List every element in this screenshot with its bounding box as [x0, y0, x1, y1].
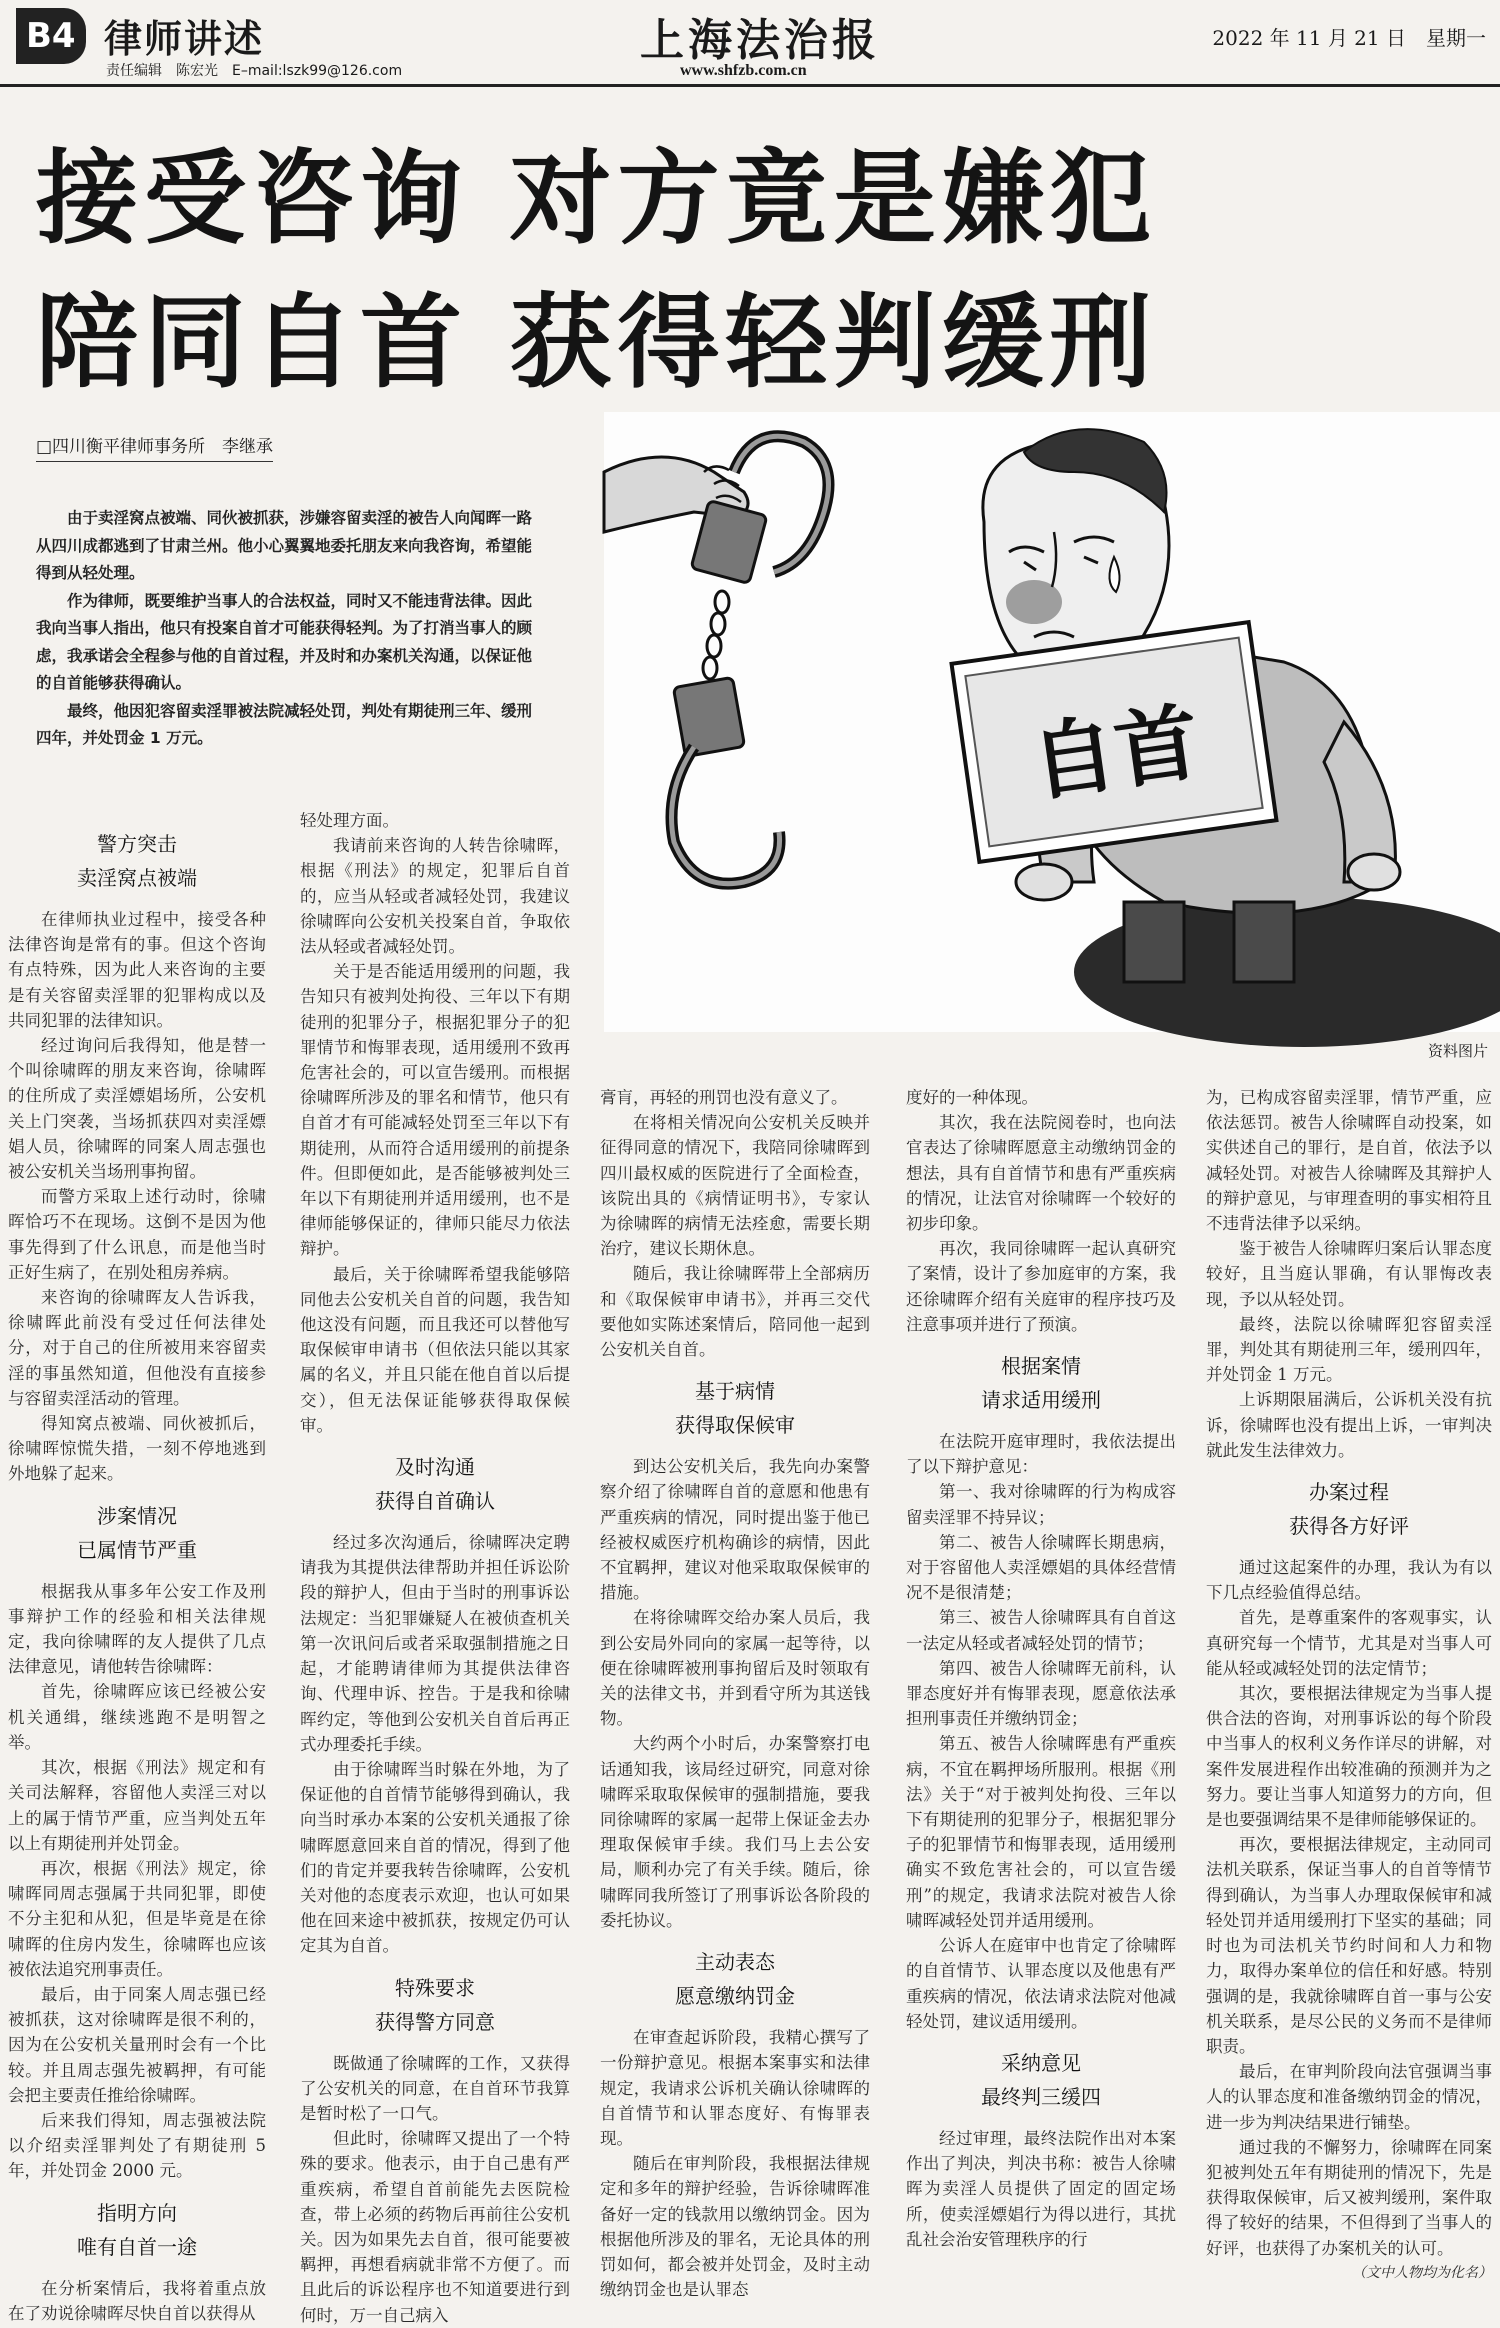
subheading: 办案过程 获得各方好评 [1289, 1480, 1409, 1539]
body-paragraph: 后来我们得知，周志强被法院以介绍卖淫罪判处了有期徒刑 5 年，并处罚金 2000 元。 [8, 2110, 266, 2181]
byline: □四川衡平律师事务所 李继承 [36, 432, 273, 462]
body-paragraph: 再次，我同徐啸晖一起认真研究了案情，设计了参加庭审的方案，我还徐啸晖介绍有关庭审的程序技巧及注意事项并进行了预演。 [906, 1239, 1176, 1334]
body-paragraph: 第二、被告人徐啸晖长期患病，对于容留他人卖淫嫖娼的具体经营情况不是很清楚； [906, 1532, 1176, 1603]
subheading: 主动表态 愿意缴纳罚金 [675, 1950, 795, 2009]
body-paragraph: 公诉人在庭审中也肯定了徐啸晖的自首情节、认罪态度以及他患有严重疾病的情况，依法请求法院对他减轻处罚，建议适用缓刑。 [906, 1936, 1176, 2031]
body-paragraph: 第五、被告人徐啸晖患有严重疾病，不宜在羁押场所服刑。根据《刑法》关于“对于被判处拘役、三年以下有期徒刑的犯罪分子，根据犯罪分子的犯罪情节和悔罪表现，适用缓刑确实不致危害社会的，可以宣告缓刑”的规定，我请求法院对被告人徐啸晖减轻处罚并适用缓刑。 [906, 1734, 1176, 1930]
body-paragraph: 在将徐啸晖交给办案人员后，我到公安局外同向的家属一起等待，以便在徐啸晖被刑事拘留后及时领取有关的法律文书，并到看守所为其送钱物。 [600, 1608, 870, 1729]
body-paragraph: 通过这起案件的办理，我认为有以下几点经验值得总结。 [1206, 1558, 1492, 1603]
body-paragraph: 来咨询的徐啸晖友人告诉我，徐啸晖此前没有受过任何法律处分，对于自己的住所被用来容留卖淫的事虽然知道，但他没有直接参与容留卖淫活动的管理。 [8, 1288, 266, 1408]
lead-paragraph: 由于卖淫窝点被端、同伙被抓获，涉嫌容留卖淫的被告人向闻晖一路从四川成都逃到了甘肃兰州。他小心翼翼地委托朋友来向我咨询，希望能得到从轻处理。 [36, 509, 533, 582]
body-paragraph: 在将相关情况向公安机关反映并征得同意的情况下，我陪同徐啸晖到四川最权威的医院进行了全面检查，该院出具的《病情证明书》，专家认为徐啸晖的病情无法痊愈，需要长期治疗，建议长期休息。 [600, 1113, 870, 1259]
subheading: 基于病情 获得取保候审 [675, 1379, 795, 1438]
continued-paragraph: 度好的一种体现。 [906, 1088, 1038, 1107]
body-paragraph: 其次，我在法院阅卷时，也向法官表达了徐啸晖愿意主动缴纳罚金的想法，具有自首情节和患有严重疾病的情况，让法官对徐啸晖一个较好的初步印象。 [906, 1113, 1176, 1234]
body-paragraph: 其次，根据《刑法》规定和有关司法解释，容留他人卖淫三对以上的属于情节严重，应当判处五年以上有期徒刑并处罚金。 [8, 1758, 266, 1853]
body-paragraph: 最后，在审判阶段向法官强调当事人的认罪态度和准备缴纳罚金的情况，进一步为判决结果进行铺垫。 [1206, 2062, 1492, 2132]
newspaper-url: www.shfzb.com.cn [680, 62, 807, 79]
body-paragraph: 但此时，徐啸晖又提出了一个特殊的要求。他表示，由于自己患有严重疾病，希望自首前能先去医院检查，带上必须的药物后再前往公安机关。因为如果先去自首，很可能要被羁押，再想看病就非常不方便了。而且此后的诉讼程序也不知道要进行到何时，万一自己病入 [300, 2129, 570, 2325]
body-paragraph: 由于徐啸晖当时躲在外地，为了保证他的自首情节能够得到确认，我向当时承办本案的公安机关通报了徐啸晖愿意回来自首的情况，得到了他们的肯定并要我转告徐啸晖，公安机关对他的态度表示欢迎，也认可如果他在回来途中被抓获，按规定仍可认定其为自首。 [300, 1759, 570, 1956]
body-paragraph: 随后，我让徐啸晖带上全部病历和《取保候审申请书》，并再三交代要他如实陈述案情后，陪同他一起到公安机关自首。 [600, 1264, 870, 1360]
continued-paragraph: 膏肓，再轻的刑罚也没有意义了。 [600, 1088, 848, 1107]
body-paragraph: 第三、被告人徐啸晖具有自首这一法定从轻或者减轻处罚的情节； [906, 1608, 1176, 1653]
body-paragraph: 关于是否能适用缓刑的问题，我告知只有被判处拘役、三年以下有期徒刑的犯罪分子，根据犯罪分子的犯罪情节和悔罪表现，适用缓刑不致再危害社会的，可以宣告缓刑。而根据徐啸晖所涉及的罪名和情节，他只有自首才有可能减轻处罚至三年以下有期徒刑，从而符合适用缓刑的前提条件。但即便如此，是否能够被判处三年以下有期徒刑并适用缓刑，也不是律师能够保证的，律师只能尽力依法辩护。 [300, 962, 570, 1259]
body-paragraph: 而警方采取上述行动时，徐啸晖恰巧不在现场。这倒不是因为他事先得到了什么讯息，而是他当时正好生病了，在别处租房养病。 [8, 1187, 266, 1282]
body-paragraph: 在律师执业过程中，接受各种法律咨询是常有的事。但这个咨询有点特殊，因为此人来咨询的主要是有关容留卖淫罪的犯罪构成以及共同犯罪的法律知识。 [8, 910, 266, 1030]
lead-paragraphs [36, 505, 536, 753]
editor-line: 责任编辑 陈宏光 E–mail:lszk99@126.com [106, 63, 403, 79]
section-title: 律师讲述 [104, 17, 265, 61]
sign-text: 自首 [1025, 692, 1206, 814]
subheading: 根据案情 请求适用缓刑 [981, 1354, 1101, 1413]
illustration-caption: 资料图片 [1427, 1042, 1488, 1060]
body-paragraph: 根据我从事多年公安工作及刑事辩护工作的经验和相关法律规定，我向徐啸晖的友人提供了几点法律意见，请他转告徐啸晖： [8, 1581, 266, 1677]
subheading: 警方突击 卖淫窝点被端 [77, 832, 197, 890]
body-paragraph: 我请前来咨询的人转告徐啸晖，根据《刑法》的规定，犯罪后自首的，应当从轻或者减轻处罚，我建议徐啸晖向公安机关投案自首，争取依法从轻或者减轻处罚。 [300, 836, 570, 957]
body-paragraph: 到达公安机关后，我先向办案警察介绍了徐啸晖自首的意愿和他患有严重疾病的情况，同时提出鉴于他已经被权威医疗机构确诊的病情，因此不宜羁押，建议对他采取取保候审的措施。 [600, 1457, 870, 1603]
headline-line-2: 陪同自首 获得轻判缓刑 [36, 284, 1158, 403]
subheading: 涉案情况 已属情节严重 [77, 1503, 197, 1562]
subheading: 采纳意见 最终判三缓四 [981, 2050, 1101, 2109]
body-paragraph: 通过我的不懈努力，徐啸晖在同案犯被判处五年有期徒刑的情况下，先是获得取保候审，后又被判缓刑，案件取得了较好的结果，不但得到了当事人的好评，也获得了办案机关的认可。 [1206, 2137, 1492, 2258]
illustration [604, 412, 1500, 1032]
issue-date: 2022 年 11 月 21 日 星期一 [1212, 26, 1486, 50]
newspaper-logo: 上海法治报 [640, 15, 880, 66]
headline-line-1: 接受咨询 对方竟是嫌犯 [36, 140, 1158, 259]
article-column-5 [1206, 1085, 1492, 2286]
article-column-4 [906, 1085, 1176, 2252]
body-paragraph: 大约两个小时后，办案警察打电话通知我，该局经过研究，同意对徐啸晖采取取保候审的强制措施，要我同徐啸晖的家属一起带上保证金去办理取保候审手续。我们马上去公安局，顺利办完了有关手续。随后，徐啸晖同我所签订了刑事诉讼各阶段的委托协议。 [600, 1734, 870, 1930]
body-paragraph: 首先，是尊重案件的客观事实，认真研究每一个情节，尤其是对当事人可能从轻或减轻处罚的法定情节； [1206, 1608, 1492, 1678]
handcuffs-and-man-illustration [604, 412, 1500, 1032]
page-number-tab: B4 [16, 8, 86, 64]
subheading: 指明方向 唯有自首一途 [77, 2200, 197, 2259]
continued-paragraph: 轻处理方面。 [300, 811, 399, 830]
subheading: 特殊要求 获得警方同意 [375, 1975, 495, 2034]
continued-paragraph: 为，已构成容留卖淫罪，情节严重，应依法惩罚。被告人徐啸晖自动投案，如实供述自己的罪行，是自首，依法予以减轻处罚。对被告人徐啸晖及其辩护人的辩护意见，与审理查明的事实相符且不违背法律予以采纳。 [1206, 1088, 1492, 1234]
body-paragraph: 其次，要根据法律规定为当事人提供合法的咨询，对刑事诉讼的每个阶段中当事人的权利义务作详尽的讲解，对案件发展进程作出较准确的预测并为之努力。要让当事人知道努力的方向，但是也要强调结果不是律师能够保证的。 [1206, 1684, 1492, 1830]
body-paragraph: 经过多次沟通后，徐啸晖决定聘请我为其提供法律帮助并担任诉讼阶段的辩护人，但由于当时的刑事诉讼法规定：当犯罪嫌疑人在被侦查机关第一次讯问后或者采取强制措施之日起，才能聘请律师为其提供法律咨询、代理申诉、控告。于是我和徐啸晖约定，等他到公安机关自首后再正式办理委托手续。 [300, 1533, 570, 1754]
body-paragraph: 在法院开庭审理时，我依法提出了以下辩护意见： [906, 1432, 1176, 1477]
masthead-divider [0, 84, 1500, 87]
body-paragraph: 在审查起诉阶段，我精心撰写了一份辩护意见。根据本案事实和法律规定，我请求公诉机关确认徐啸晖的自首情节和认罪态度好、有悔罪表现。 [600, 2028, 870, 2148]
body-paragraph: 最后，由于同案人周志强已经被抓获，这对徐啸晖是很不利的，因为在公安机关量刑时会有一个比较。并且周志强先被羁押，有可能会把主要责任推给徐啸晖。 [8, 1984, 266, 2105]
article-column-1 [8, 815, 266, 2326]
article-column-2 [300, 808, 570, 2328]
body-paragraph: 最终，法院以徐啸晖犯容留卖淫罪，判处其有期徒刑三年，缓刑四年，并处罚金 1 万元。 [1206, 1314, 1492, 1385]
author-note: （文中人物均为化名） [1352, 2264, 1492, 2281]
body-paragraph: 在分析案情后，我将着重点放在了劝说徐啸晖尽快自首以获得从 [8, 2278, 266, 2323]
article-column-3 [600, 1085, 870, 2302]
subheading: 及时沟通 获得自首确认 [375, 1455, 495, 1514]
body-paragraph: 上诉期限届满后，公诉机关没有抗诉，徐啸晖也没有提出上诉，一审判决就此发生法律效力。 [1206, 1390, 1492, 1460]
lead-paragraph: 最终，他因犯容留卖淫罪被法院减轻处罚，判处有期徒刑三年、缓刑四年，并处罚金 1 万元。 [36, 701, 533, 747]
body-paragraph: 鉴于被告人徐啸晖归案后认罪态度较好，且当庭认罪确，有认罪悔改表现，予以从轻处罚。 [1206, 1239, 1492, 1309]
body-paragraph: 首先，徐啸晖应该已经被公安机关通缉，继续逃跑不是明智之举。 [8, 1682, 266, 1752]
body-paragraph: 再次，根据《刑法》规定，徐啸晖同周志强属于共同犯罪，即使不分主犯和从犯，但是毕竟是在徐啸晖的住房内发生，徐啸晖也应该被依法追究刑事责任。 [8, 1858, 266, 1979]
masthead [0, 0, 1500, 88]
body-paragraph: 得知窝点被端、同伙被抓后，徐啸晖惊慌失措，一刻不停地逃到外地躲了起来。 [8, 1414, 266, 1484]
body-paragraph: 第四、被告人徐啸晖无前科，认罪态度好并有悔罪表现，愿意依法承担刑事责任并缴纳罚金； [906, 1658, 1176, 1729]
body-paragraph: 再次，要根据法律规定，主动同司法机关联系，保证当事人的自首等情节得到确认，为当事人办理取保候审和减轻处罚并适用缓刑打下坚实的基础；同时也为司法机关节约时间和人力和物力，取得办案单位的信任和好感。特别强调的是，我就徐啸晖自首一事与公安机关联系，是尽公民的义务而不是律师职责。 [1206, 1835, 1492, 2056]
body-paragraph: 经过审理，最终法院作出对本案作出了判决，判决书称：被告人徐啸晖为卖淫人员提供了固定的固定场所，使卖淫嫖娼行为得以进行，其扰乱社会治安管理秩序的行 [906, 2128, 1176, 2249]
lead-paragraph: 作为律师，既要维护当事人的合法权益，同时又不能违背法律。因此我向当事人指出，他只有投案自首才可能获得轻判。为了打消当事人的顾虑，我承诺会全程参与他的自首过程，并及时和办案机关沟通，以保证他的自首能够获得确认。 [36, 591, 533, 692]
body-paragraph: 随后在审判阶段，我根据法律规定和多年的辩护经验，告诉徐啸晖准备好一定的钱款用以缴纳罚金。因为根据他所涉及的罪名，无论具体的刑罚如何，都会被并处罚金，及时主动缴纳罚金也是认罪态 [600, 2154, 870, 2300]
body-paragraph: 第一、我对徐啸晖的行为构成容留卖淫罪不持异议； [906, 1482, 1176, 1527]
body-paragraph: 既做通了徐啸晖的工作，又获得了公安机关的同意，在自首环节我算是暂时松了一口气。 [300, 2053, 570, 2123]
body-paragraph: 经过询问后我得知，他是替一个叫徐啸晖的朋友来咨询，徐啸晖的住所成了卖淫嫖娼场所，公安机关上门突袭，当场抓获四对卖淫嫖娼人员，徐啸晖的同案人周志强也被公安机关当场刑事拘留。 [8, 1036, 266, 1182]
body-paragraph: 最后，关于徐啸晖希望我能够陪同他去公安机关自首的问题，我告知他这没有问题，而且我还可以替他写取保候审申请书（但依法只能以其家属的名义，并且只能在他自首以后提交），但无法保证能够获得取保候审。 [300, 1264, 570, 1435]
